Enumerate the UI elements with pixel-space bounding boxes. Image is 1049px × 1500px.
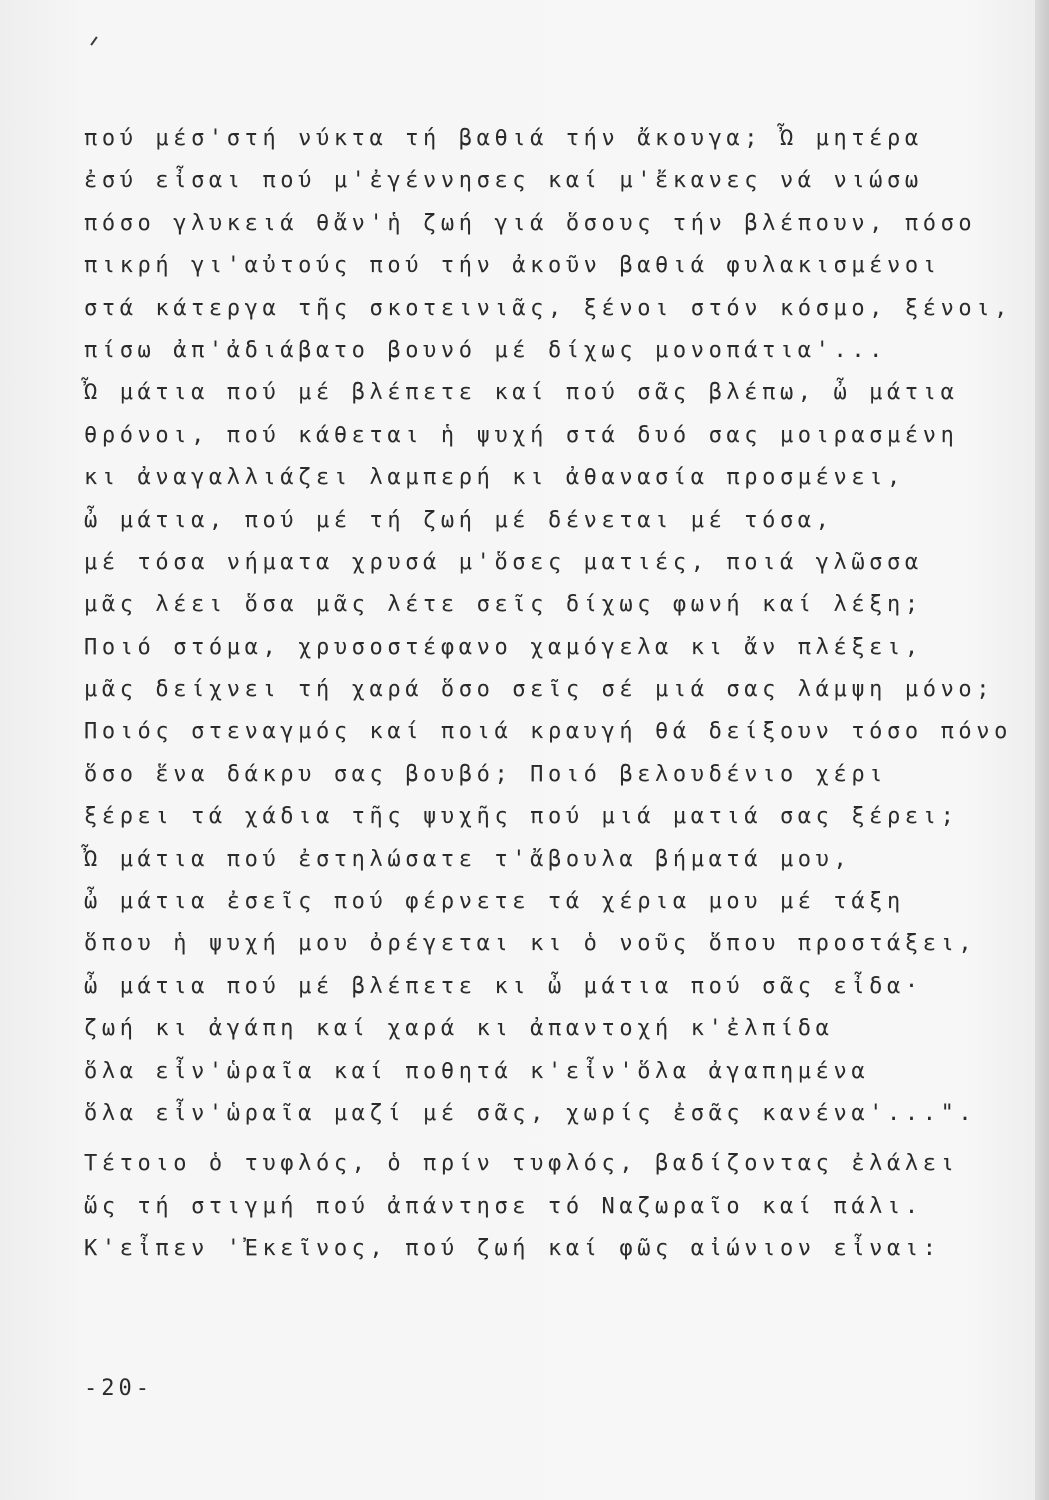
text-line: ζωή κι ἀγάπη καί χαρά κι ἀπαντοχή κ'ἐλπίδα	[84, 1016, 834, 1042]
text-line: μᾶς λέει ὅσα μᾶς λέτε σεῖς δίχως φωνή καί λέξη;	[84, 592, 923, 618]
text-line: ὦ μάτια πού μέ βλέπετε κι ὦ μάτια πού σᾶς εἶδα·	[84, 973, 923, 999]
text-line: ὅπου ἡ ψυχή μου ὀρέγεται κι ὁ νοῦς ὅπου προστάξει,	[84, 931, 977, 957]
text-line: στά κάτεργα τῆς σκοτεινιᾶς, ξένοι στόν κόσμο, ξένοι,	[84, 295, 1012, 321]
text-line: μέ τόσα νήματα χρυσά μ'ὅσες ματιές, ποιά γλῶσσα	[84, 549, 923, 575]
text-line: πικρή γι'αὐτούς πού τήν ἀκοῦν βαθιά φυλακισμένοι	[84, 253, 941, 279]
text-line: ὅλα εἶν'ὡραῖα καί ποθητά κ'εἶν'ὅλα ἀγαπημένα	[84, 1058, 870, 1084]
paragraph-gap	[84, 1135, 1004, 1143]
pen-mark	[90, 36, 97, 45]
page-number: -20-	[84, 1376, 153, 1401]
text-line: Ποιό στόμα, χρυσοστέφανο χαμόγελα κι ἄν πλέξει,	[84, 634, 923, 660]
text-line: ὅλα εἶν'ὡραῖα μαζί μέ σᾶς, χωρίς ἐσᾶς κανένα'...".	[84, 1100, 977, 1126]
narrative-line: Τέτοιο ὁ τυφλός, ὁ πρίν τυφλός, βαδίζοντας ἐλάλει	[84, 1151, 959, 1177]
text-line: ὦ μάτια ἐσεῖς πού φέρνετε τά χέρια μου μέ τάξη	[84, 889, 905, 915]
text-line: Ὦ μάτια πού ἐστηλώσατε τ'ἄβουλα βήματά μου,	[84, 846, 852, 872]
text-line: μᾶς δείχνει τή χαρά ὅσο σεῖς σέ μιά σας λάμψη μόνο;	[84, 677, 995, 703]
narrative-line: ὥς τή στιγμή πού ἀπάντησε τό Ναζωραῖο καί πάλι.	[84, 1193, 923, 1219]
poem-text-block	[84, 118, 1012, 1271]
narrative-line: Κ'εἶπεν 'Ἐκεῖνος, πού ζωή καί φῶς αἰώνιον εἶναι:	[84, 1236, 941, 1262]
text-line: πίσω ἀπ'ἀδιάβατο βουνό μέ δίχως μονοπάτια'...	[84, 337, 888, 363]
text-line: κι ἀναγαλλιάζει λαμπερή κι ἀθανασία προσμένει,	[84, 465, 905, 491]
text-line: πόσο γλυκειά θἄν'ἡ ζωή γιά ὅσους τήν βλέπουν, πόσο	[84, 210, 977, 236]
text-line: Ποιός στεναγμός καί ποιά κραυγή θά δείξουν τόσο πόνο	[84, 719, 1012, 745]
text-line: ξέρει τά χάδια τῆς ψυχῆς πού μιά ματιά σας ξέρει;	[84, 804, 959, 830]
text-line: Ὦ μάτια πού μέ βλέπετε καί πού σᾶς βλέπω, ὦ μάτια	[84, 380, 959, 406]
text-line: πού μέσ'στή νύκτα τή βαθιά τήν ἄκουγα; Ὦ μητέρα	[84, 126, 923, 151]
text-line: ἐσύ εἶσαι πού μ'ἐγέννησες καί μ'ἔκανες νά νιώσω	[84, 168, 923, 194]
page-edge-shadow	[1035, 0, 1049, 1500]
text-line: ὅσο ἕνα δάκρυ σας βουβό; Ποιό βελουδένιο χέρι	[84, 761, 888, 787]
text-line: ὦ μάτια, πού μέ τή ζωή μέ δένεται μέ τόσα,	[84, 507, 834, 533]
text-line: θρόνοι, πού κάθεται ἡ ψυχή στά δυό σας μοιρασμένη	[84, 422, 959, 448]
